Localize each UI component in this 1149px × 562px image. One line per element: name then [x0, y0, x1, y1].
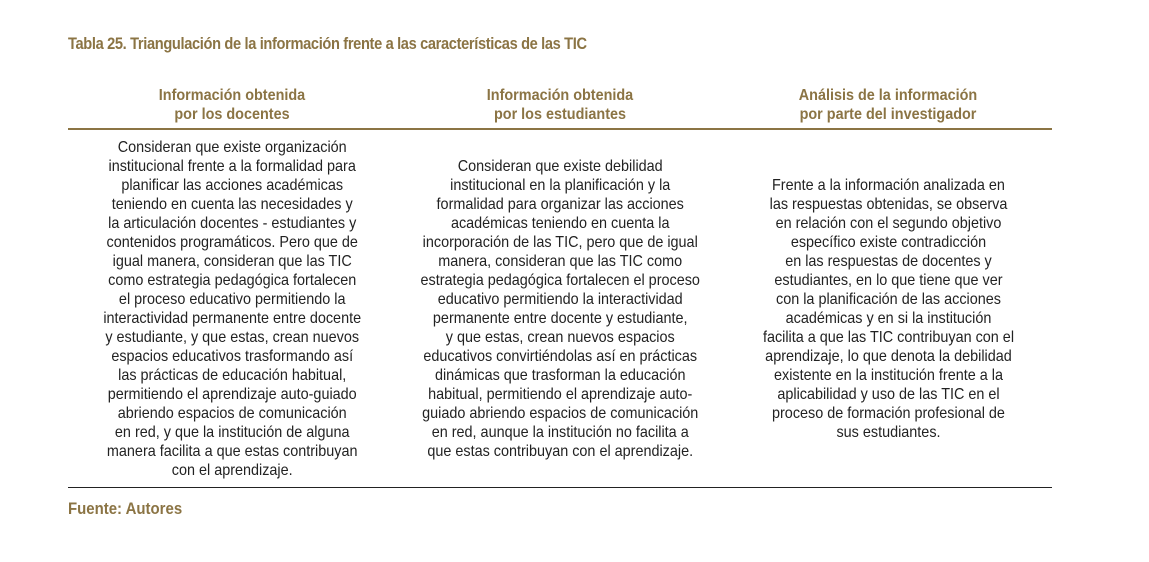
column-header-estudiantes [412, 86, 707, 128]
column-header-investigador [740, 86, 1035, 128]
table-row [68, 130, 1052, 488]
column-header-estudiantes-text: Información obtenida por los estudiantes [486, 87, 634, 123]
source-note: Fuente: Autores [68, 499, 183, 518]
cell-estudiantes [396, 130, 724, 487]
triangulation-table [68, 86, 1052, 488]
table-caption: Tabla 25. Triangulación de la información frente a las características de las TIC [68, 34, 587, 53]
table-header-row [68, 86, 1052, 130]
cell-docentes [68, 130, 396, 487]
cell-investigador-text: Frente a la información analizada en las respuestas obtenidas, se observa en relación con el segundo objetivo específico existe contradicción en las respuestas de docentes y estudiantes, en lo que tiene que ver con la planificación de las acciones académicas y en si la institución facilita a que las TIC contribuyan con el aprendizaje, lo que denota la debilidad existente en la institución frente a la aplicabilidad y uso de las TIC en el proceso de formación profesional de sus estudiantes. [762, 176, 1014, 441]
cell-docentes-text: Consideran que existe organización institucional frente a la formalidad para planificar las acciones académicas teniendo en cuenta las necesidades y la articulación docentes - estudiantes y contenidos programáticos. Pero que de igual manera, consideran que las TIC como estrategia pedagógica fortalecen el proceso educativo permitiendo la interactividad permanente entre docente y estudiante, y que estas, crean nuevos espacios educativos trasformando así las prácticas de educación habitual, permitiendo el aprendizaje auto-guiado abriendo espacios de comunicación en red, y que la institución de alguna manera facilita a que estas contribuyan con el aprendizaje. [103, 138, 361, 479]
column-header-docentes-text: Información obtenida por los docentes [158, 87, 306, 123]
column-header-docentes [84, 86, 379, 128]
cell-investigador [724, 130, 1052, 487]
column-header-investigador-text: Análisis de la información por parte del investigador [798, 87, 978, 123]
cell-estudiantes-text: Consideran que existe debilidad institucional en la planificación y la formalidad para organizar las acciones académicas teniendo en cuenta la incorporación de las TIC, pero que de igual manera, consideran que las TIC como estrategia pedagógica fortalecen el proceso educativo permitiendo la interactividad permanente entre docente y estudiante, y que estas, crean nuevos espacios educativos convirtiéndolas así en prácticas dinámicas que trasforman la educación habitual, permitiendo el aprendizaje auto- guiado abriendo espacios de comunicación en red, aunque la institución no facilita a que estas contribuyan con el aprendizaje. [420, 157, 700, 460]
